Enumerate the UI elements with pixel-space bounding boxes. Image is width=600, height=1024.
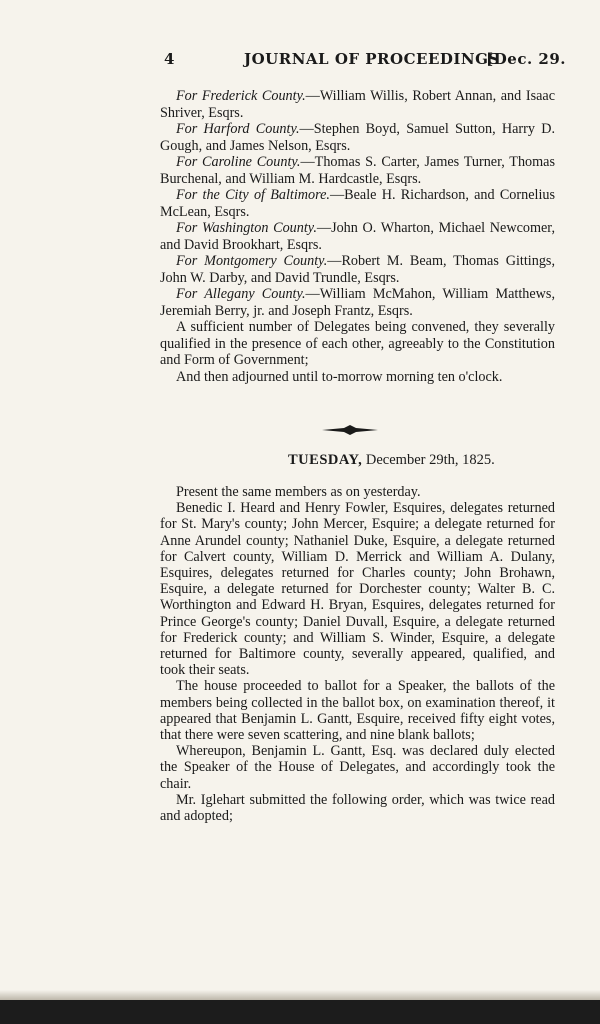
qualified-paragraph: A sufficient number of Delegates being convened, they severally qualified in the presence of each other, agreeably to the Constitution and Form of Government; [160, 319, 555, 368]
adjourned-paragraph: And then adjourned until to-morrow morning ten o'clock. [176, 368, 503, 385]
county-entry-frederick: For Frederick County.—William Willis, Robert Annan, and Isaac Shriver, Esqrs. [160, 88, 555, 121]
county-entry-montgomery: For Montgomery County.—Robert M. Beam, Thomas Gittings, John W. Darby, and David Trundle, Esqrs. [160, 253, 555, 286]
page-title: JOURNAL OF PROCEEDINGS [244, 50, 500, 68]
page-bottom-edge [0, 990, 600, 1000]
proceedings-paragraph: Whereupon, Benjamin L. Gantt, Esq. was declared duly elected the Speaker of the House of Delegates, and accordingly took the chair. [160, 743, 555, 792]
proceedings-section [160, 484, 555, 824]
proceedings-paragraph: Mr. Iglehart submitted the following order, which was twice read and adopted; [160, 791, 555, 825]
page-header [164, 50, 574, 76]
county-entry-allegany: For Allegany County.—William McMahon, William Matthews, Jeremiah Berry, jr. and Joseph Frantz, Esqrs. [160, 286, 555, 319]
county-entry-harford: For Harford County.—Stephen Boyd, Samuel Sutton, Harry D. Gough, and James Nelson, Esqrs. [160, 121, 555, 154]
county-entry-caroline: For Caroline County.—Thomas S. Carter, James Turner, Thomas Burchenal, and William M. Hardcastle, Esqrs. [160, 154, 555, 187]
section-divider-ornament [320, 424, 380, 436]
county-entry-washington: For Washington County.—John O. Wharton, Michael Newcomer, and David Brookhart, Esqrs. [160, 220, 555, 253]
proceedings-paragraph: Present the same members as on yesterday. [176, 484, 421, 500]
county-entry-baltimore-city: For the City of Baltimore.—Beale H. Richardson, and Cornelius McLean, Esqrs. [160, 187, 555, 220]
proceedings-paragraph: Benedic I. Heard and Henry Fowler, Esquires, delegates returned for St. Mary's county; John Mercer, Esquire; a delegate returned for Anne Arundel county; Nathaniel Duke, Esquire, a delegate returned for Calvert county, William D. Merrick and William A. Dulany, Esquires, delegates returned for Charles county; John Brohawn, Esquire, a delegate returned for Dorchester county; Walter B. C. Worthington and Edward H. Bryan, Esquires, delegates returned for Prince George's county; Daniel Duvall, Esquire, a delegate returned for Frederick county; and William S. Winder, Esquire, a delegate returned for Baltimore county, severally appeared, qualified, and took their seats. [160, 500, 555, 679]
header-date: [Dec. 29. [486, 50, 566, 68]
session-dateline [288, 452, 558, 469]
scan-border [0, 1000, 600, 1024]
page-number: 4 [164, 50, 175, 68]
dateline-date: December 29th, 1825. [362, 452, 495, 468]
proceedings-paragraph: The house proceeded to ballot for a Speaker, the ballots of the members being collected in the ballot box, on examination thereof, it appeared that Benjamin L. Gantt, Esquire, received fifty eight votes, that there were seven scattering, and nine blank ballots; [160, 678, 555, 744]
dateline-day: TUESDAY, [288, 452, 363, 468]
county-delegates-section [160, 88, 555, 385]
